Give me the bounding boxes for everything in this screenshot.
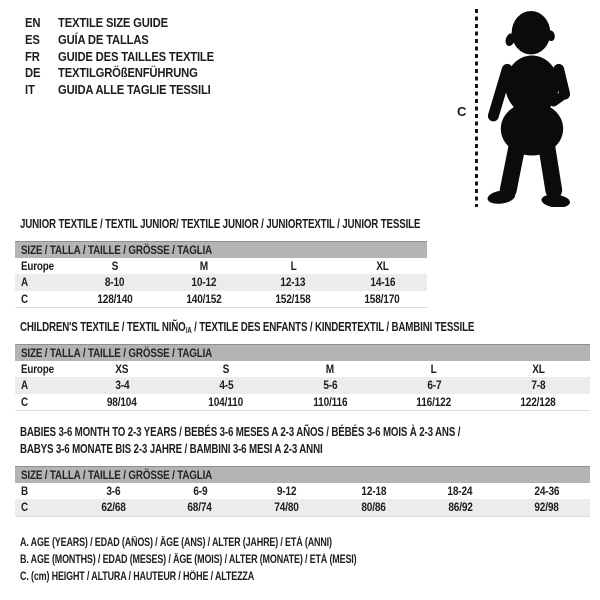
value-cell: [503, 484, 590, 498]
size-header-band: [15, 466, 590, 483]
value-cell: [243, 484, 330, 498]
row-label-cell: [15, 275, 70, 289]
cell-value: 12-13: [280, 275, 306, 290]
cell-value: 7-8: [530, 378, 546, 393]
size-table-title-text: BABIES 3-6 MONTH TO 2-3 YEARS / BEBÉS 3-6 MESES A 2-3 AÑOS / BÉBÉS 3-6 MOIS À 2-3 ANS /: [20, 425, 461, 439]
row-label: Europe: [21, 362, 54, 377]
cell-value: 104/110: [208, 394, 244, 409]
language-code: ES: [25, 33, 40, 48]
value-cell: [278, 362, 382, 376]
cell-value: M: [199, 259, 208, 274]
cell-value: 62/68: [101, 500, 126, 515]
row-label-cell: [15, 292, 70, 306]
size-table-title: [20, 319, 590, 336]
value-cell: [174, 362, 278, 376]
cell-value: 116/122: [416, 394, 452, 409]
cell-value: 140/152: [186, 291, 222, 306]
size-table-row: [15, 377, 590, 393]
cell-value: S: [222, 362, 230, 377]
value-cell: [159, 292, 248, 306]
footnotes: [20, 534, 451, 586]
language-guide-title: TEXTILE SIZE GUIDE: [58, 16, 168, 31]
value-cell: [157, 484, 244, 498]
size-header-label: SIZE / TALLA / TAILLE / GRÖSSE / TAGLIA: [21, 346, 213, 360]
size-header-label: SIZE / TALLA / TAILLE / GRÖSSE / TAGLIA: [21, 468, 213, 482]
cell-value: 128/140: [96, 291, 133, 306]
language-guide-title: GUIDA ALLE TAGLIE TESSILI: [58, 83, 211, 98]
size-header-label: SIZE / TALLA / TAILLE / GRÖSSE / TAGLIA: [21, 243, 213, 257]
cell-value: 80/86: [361, 500, 386, 515]
row-label: C: [21, 500, 28, 515]
language-guide-title: GUIDE DES TAILLES TEXTILE: [58, 49, 214, 64]
language-row-fr: [25, 48, 231, 65]
cell-value: 5-6: [322, 378, 338, 393]
row-label-cell: [15, 484, 70, 498]
size-table-title-text: BABYS 3-6 MONATE BIS 2-3 JAHRE / BAMBINI 3-6 MESI A 2-3 ANNI: [20, 442, 323, 456]
footnote-text: C. (cm) HEIGHT / ALTURA / HAUTEUR / HÖHE / ALTEZZA: [20, 571, 255, 584]
cell-value: 6-9: [192, 484, 208, 499]
value-cell: [382, 395, 486, 409]
cell-value: 68/74: [187, 500, 213, 515]
size-table-title-line: [20, 441, 465, 458]
cell-value: 18-24: [447, 484, 473, 499]
size-table-title-line: [20, 424, 465, 441]
size-table-section: [15, 319, 590, 411]
row-label: B: [21, 484, 28, 499]
size-table-row: [15, 499, 590, 515]
cell-value: 98/104: [107, 394, 137, 409]
cell-value: 24-36: [534, 484, 560, 499]
size-table-title: [20, 216, 427, 233]
row-label-cell: [15, 395, 70, 409]
size-table-section: [15, 216, 427, 308]
value-cell: [70, 395, 174, 409]
value-cell: [174, 395, 278, 409]
value-cell: [70, 259, 159, 273]
cell-value: 110/116: [312, 394, 348, 409]
value-cell: [486, 378, 590, 392]
size-table-title: [20, 424, 590, 458]
cell-value: 4-5: [218, 378, 234, 393]
cell-value: XL: [376, 259, 389, 274]
cell-value: 10-12: [191, 275, 217, 290]
value-cell: [278, 378, 382, 392]
cell-value: 14-16: [369, 275, 395, 290]
value-cell: [249, 259, 338, 273]
value-cell: [278, 395, 382, 409]
row-label: Europe: [21, 259, 54, 274]
cell-value: L: [430, 362, 437, 377]
language-row-it: [25, 82, 231, 99]
value-cell: [338, 275, 427, 289]
language-guide-title: TEXTILGRÖßENFÜHRUNG: [58, 66, 198, 81]
language-row-en: [25, 15, 231, 32]
cell-value: 86/92: [447, 500, 473, 515]
cell-value: 12-18: [360, 484, 386, 499]
row-label: A: [21, 378, 28, 393]
value-cell: [70, 500, 157, 514]
cell-value: 3-4: [114, 378, 130, 393]
value-cell: [157, 500, 244, 514]
value-cell: [338, 292, 427, 306]
value-cell: [417, 484, 504, 498]
language-guide-title: GUÍA DE TALLAS: [58, 33, 149, 48]
size-table-row: [15, 291, 427, 307]
value-cell: [70, 292, 159, 306]
size-table-row: [15, 394, 590, 410]
cell-value: 8-10: [104, 275, 125, 290]
footnote-text: A. AGE (YEARS) / EDAD (AÑOS) / ÂGE (ANS) / ALTER (JAHRE) / ETÀ (ANNI): [20, 536, 332, 549]
footnote-line: [20, 551, 451, 568]
value-cell: [174, 378, 278, 392]
row-label: C: [21, 291, 28, 306]
language-row-es: [25, 32, 231, 49]
cell-value: 152/158: [275, 291, 311, 306]
cell-value: 92/98: [534, 500, 559, 515]
value-cell: [338, 259, 427, 273]
baby-silhouette-icon: [484, 9, 574, 207]
row-label-cell: [15, 259, 70, 273]
value-cell: [486, 362, 590, 376]
size-table: [15, 241, 427, 308]
value-cell: [70, 362, 174, 376]
cell-value: 9-12: [276, 484, 297, 499]
size-table-title-text: / TEXTILE DES ENFANTS / KINDERTEXTIL / BAMBINI TESSILE: [191, 320, 475, 334]
value-cell: [417, 500, 504, 514]
size-table-title-line: [20, 319, 475, 336]
language-code: DE: [25, 66, 41, 81]
value-cell: [486, 395, 590, 409]
value-cell: [330, 500, 417, 514]
height-measure-dashed-line: [475, 9, 478, 207]
size-table-row: [15, 274, 427, 290]
language-code: IT: [25, 83, 35, 98]
size-table: [15, 344, 590, 411]
cell-value: 122/128: [520, 394, 556, 409]
cell-value: XL: [531, 362, 545, 377]
language-code: FR: [25, 49, 40, 64]
size-table-title-line: [20, 216, 421, 233]
size-table-title-text: JUNIOR TEXTILE / TEXTIL JUNIOR/ TEXTILE JUNIOR / JUNIORTEXTIL / JUNIOR TESSILE: [20, 217, 421, 231]
value-cell: [382, 362, 486, 376]
size-table-row: [15, 361, 590, 377]
value-cell: [159, 275, 248, 289]
cell-value: XS: [115, 362, 129, 377]
language-code: EN: [25, 16, 41, 31]
size-table-title-text: CHILDREN'S TEXTILE / TEXTIL NIÑO: [20, 320, 186, 334]
size-table-title-text: /A: [185, 326, 192, 335]
value-cell: [249, 275, 338, 289]
size-table: [15, 466, 590, 517]
value-cell: [330, 484, 417, 498]
cell-value: S: [111, 259, 118, 274]
size-header-band: [15, 344, 590, 361]
measure-c-label: C: [457, 104, 467, 119]
value-cell: [249, 292, 338, 306]
size-header-band: [15, 241, 427, 258]
row-label-cell: [15, 362, 70, 376]
row-label-cell: [15, 500, 70, 514]
cell-value: 158/170: [364, 291, 401, 306]
cell-value: 74/80: [274, 500, 299, 515]
row-label: A: [21, 275, 28, 290]
size-table-section: [15, 424, 590, 517]
cell-value: L: [290, 259, 297, 274]
cell-value: M: [325, 362, 335, 377]
value-cell: [159, 259, 248, 273]
footnote-line: [20, 534, 451, 551]
size-table-row: [15, 483, 590, 499]
value-cell: [70, 378, 174, 392]
value-cell: [382, 378, 486, 392]
value-cell: [70, 484, 157, 498]
row-label-cell: [15, 378, 70, 392]
value-cell: [243, 500, 330, 514]
value-cell: [70, 275, 159, 289]
footnote-line: [20, 569, 451, 586]
footnote-text: B. AGE (MONTHS) / EDAD (MESES) / ÂGE (MOIS) / ALTER (MONATE) / ETÀ (MESI): [20, 554, 357, 567]
size-table-row: [15, 258, 427, 274]
cell-value: 3-6: [106, 484, 121, 499]
value-cell: [503, 500, 590, 514]
cell-value: 6-7: [426, 378, 442, 393]
language-guide: [25, 15, 231, 98]
row-label: C: [21, 394, 28, 409]
language-row-de: [25, 65, 231, 82]
